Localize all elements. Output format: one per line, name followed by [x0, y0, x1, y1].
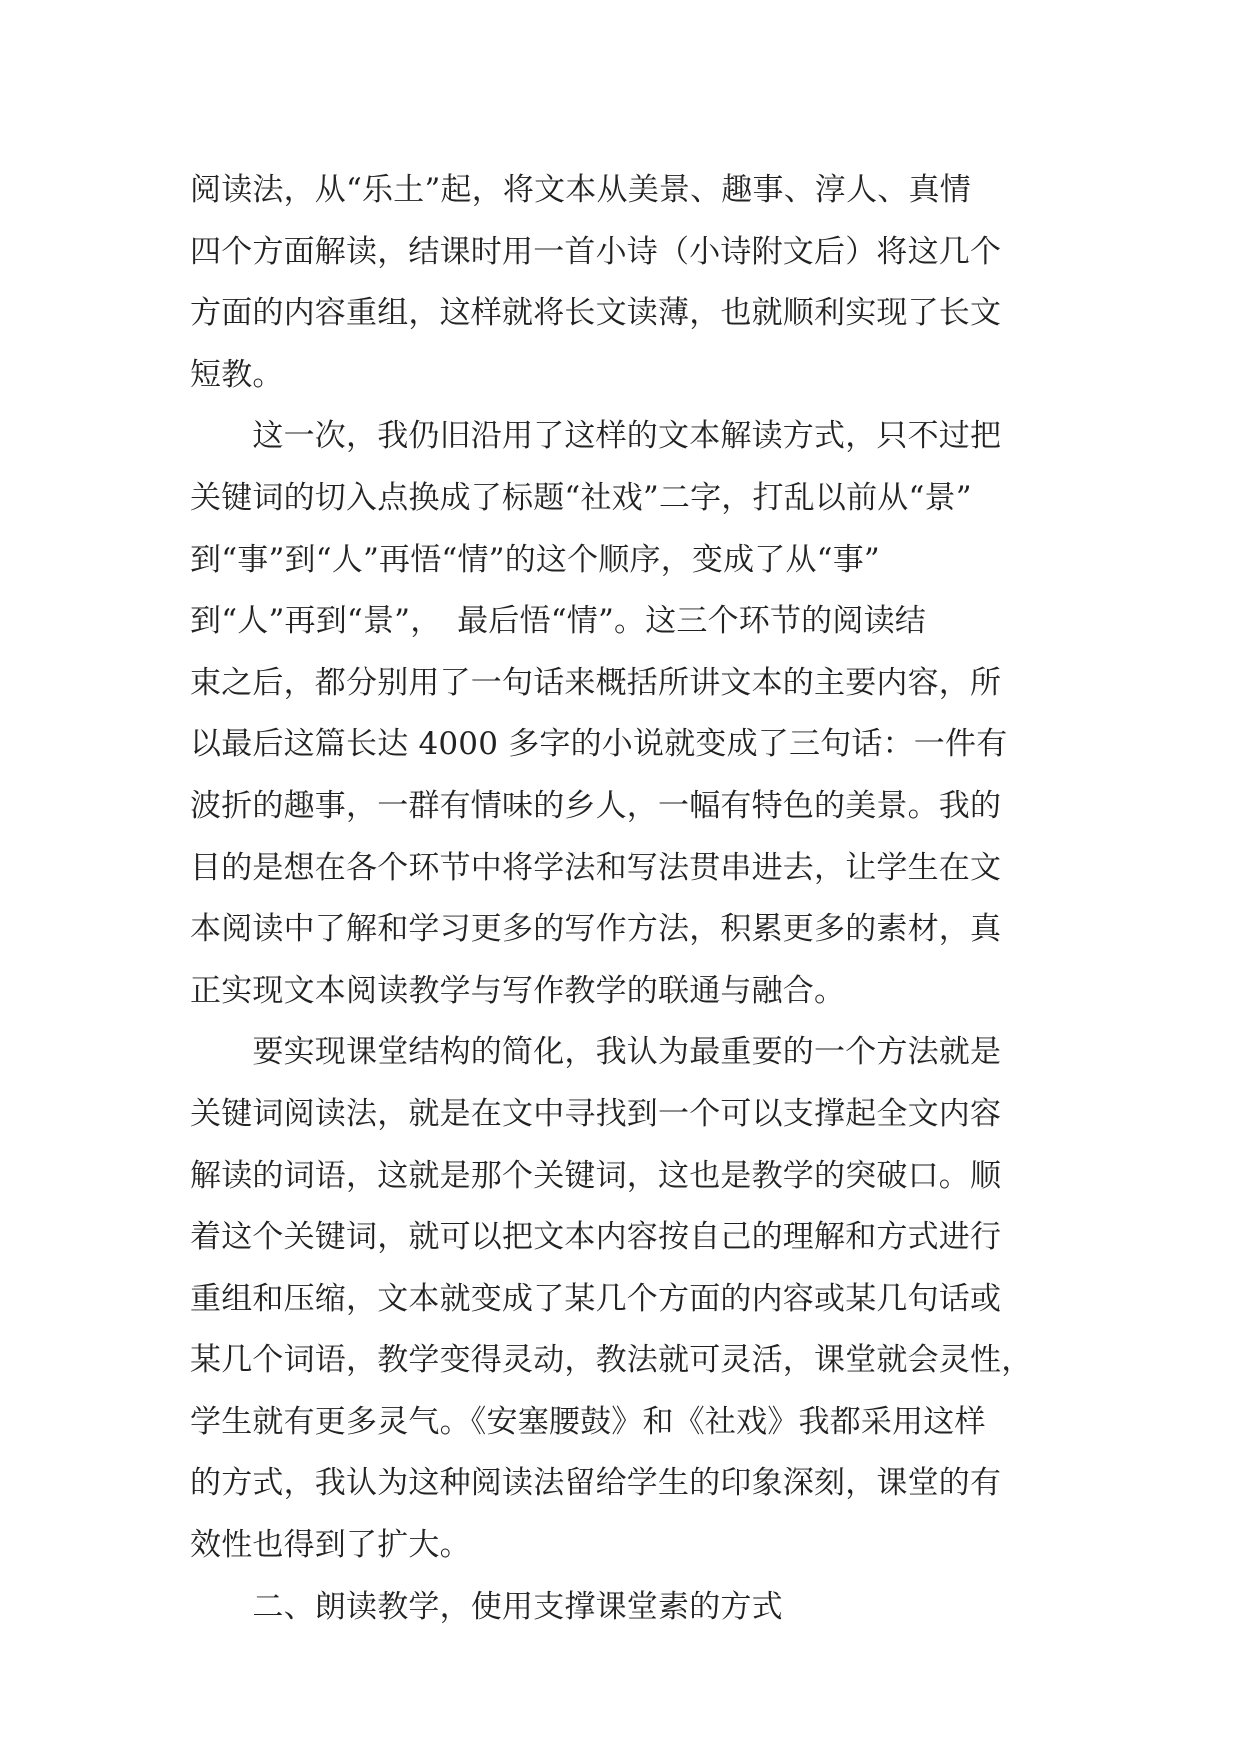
text-line: 着这个关键词，就可以把文本内容按自己的理解和方式进行 — [190, 1219, 1002, 1256]
text-line: 要实现课堂结构的简化，我认为最重要的一个方法就是 — [190, 1034, 1002, 1071]
text-line: 重组和压缩，文本就变成了某几个方面的内容或某几句话或 — [190, 1280, 1002, 1317]
text-line: 正实现文本阅读教学与写作教学的联通与融合。 — [190, 972, 846, 1009]
text-line: 到“人”再到“景”， 最后悟“情”。这三个环节的阅读结 — [190, 603, 926, 640]
text-line: 关键词的切入点换成了标题“社戏”二字，打乱以前从“景” — [190, 479, 972, 516]
text-line: 束之后，都分别用了一句话来概括所讲文本的主要内容，所 — [190, 664, 1002, 701]
text-line: 某几个词语，教学变得灵动，教法就可灵活，课堂就会灵性， — [190, 1342, 1033, 1379]
text-line: 阅读法，从“乐土”起，将文本从美景、趣事、淳人、真情 — [190, 172, 971, 208]
text-line: 四个方面解读，结课时用一首小诗（小诗附文后）将这几个 — [190, 233, 1002, 270]
text-line: 解读的词语，这就是那个关键词，这也是教学的突破口。顺 — [190, 1157, 1002, 1194]
text-line: 方面的内容重组，这样就将长文读薄，也就顺利实现了长文 — [190, 295, 1002, 332]
text-line: 到“事”到“人”再悟“情”的这个顺序，变成了从“事” — [190, 541, 880, 578]
text-line: 目的是想在各个环节中将学法和写法贯串进去，让学生在文 — [190, 849, 1002, 886]
text-line: 关键词阅读法，就是在文中寻找到一个可以支撑起全文内容 — [190, 1095, 1002, 1132]
text-line: 效性也得到了扩大。 — [190, 1527, 471, 1564]
text-line: 本阅读中了解和学习更多的写作方法，积累更多的素材，真 — [190, 911, 1002, 948]
text-line: 这一次，我仍旧沿用了这样的文本解读方式，只不过把 — [190, 418, 1002, 455]
text-line: 波折的趣事，一群有情味的乡人，一幅有特色的美景。我的 — [190, 787, 1002, 824]
body-text — [190, 160, 1070, 1638]
text-line: 学生就有更多灵气。《安塞腰鼓》和《社戏》我都采用这样 — [190, 1403, 986, 1440]
text-line: 的方式，我认为这种阅读法留给学生的印象深刻，课堂的有 — [190, 1465, 1002, 1502]
section-heading: 二、朗读教学，使用支撑课堂素的方式 — [190, 1588, 783, 1625]
text-line: 以最后这篇长达 4000 多字的小说就变成了三句话：一件有 — [190, 726, 1008, 763]
text-line: 短教。 — [190, 356, 284, 393]
